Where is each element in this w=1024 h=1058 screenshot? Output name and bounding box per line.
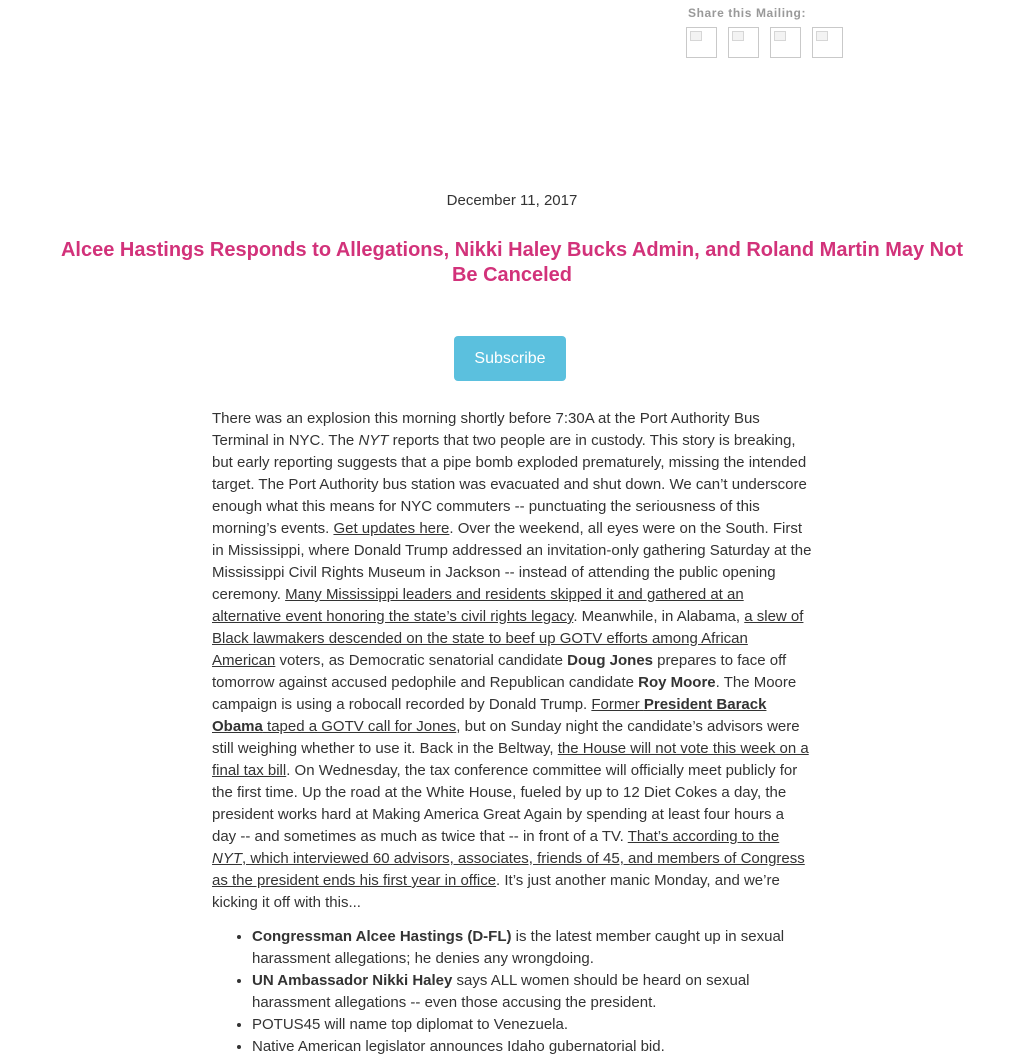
share-label: Share this Mailing: <box>688 6 807 20</box>
headline-list <box>212 926 812 1058</box>
intro-text: voters, as Democratic senatorial candidate <box>275 652 568 669</box>
share-icons <box>686 27 843 58</box>
intro-text: . On Wednesday, the tax conference committee will officially meet publicly for the first time. Up the road at the White House, fueled by up to 12 Diet Cokes a day, the president works hard at Making America Great Again by spending at least four hours a day -- and sometimes as much as twice that -- in front of a TV. <box>212 762 798 845</box>
subscribe-button[interactable]: Subscribe <box>454 336 566 381</box>
link-text: Former <box>591 696 644 713</box>
list-item-bold: UN Ambassador Nikki Haley <box>252 972 453 989</box>
link-text: That’s according to the <box>627 828 780 845</box>
intro-text: , but on Sunday night the candidate’s advisors were still weighing whether to use it. Back in the Beltway, <box>212 718 800 757</box>
get-updates-link[interactable]: Get updates here <box>333 520 450 537</box>
intro-text: There was an explosion this morning shortly before 7:30A at the Port Authority Bus Terminal in NYC. The <box>212 410 760 449</box>
list-item-text: Native American legislator announces Idaho gubernatorial bid. <box>252 1038 665 1055</box>
alabama-link[interactable]: a slew of Black lawmakers descended on the state to beef up GOTV efforts among African American <box>212 608 804 669</box>
intro-text: . It’s just another manic Monday, and we’re kicking it off with this... <box>212 872 780 911</box>
intro-paragraph <box>212 408 812 914</box>
share-section <box>688 6 843 58</box>
list-item-text: says ALL women should be heard on sexual harassment allegations -- even those accusing the president. <box>252 972 750 1011</box>
intro-text: . Meanwhile, in Alabama, <box>573 608 745 625</box>
twitter-icon[interactable] <box>728 27 759 58</box>
list-item-text: is the latest member caught up in sexual harassment allegations; he denies any wrongdoing. <box>252 928 785 967</box>
link-italic: NYT <box>212 850 242 867</box>
intro-text: . Over the weekend, all eyes were on the South. First in Mississippi, where Donald Trump addressed an invitation-only gathering Saturday at the Mississippi Civil Rights Museum in Jackson -- instead of attending the public opening ceremony. <box>212 520 812 603</box>
intro-text: . The Moore campaign is using a robocall recorded by Donald Trump. <box>212 674 797 713</box>
email-icon[interactable] <box>812 27 843 58</box>
link-text: , which interviewed 60 advisors, associates, friends of 45, and members of Congress as the president ends his first year in office <box>212 850 805 889</box>
headline: Alcee Hastings Responds to Allegations, Nikki Haley Bucks Admin, and Roland Martin May Not Be Canceled <box>60 239 964 286</box>
nyt-italic: NYT <box>358 432 389 449</box>
roy-moore-name: Roy Moore <box>638 674 716 691</box>
intro-text: reports that two people are in custody. This story is breaking, but early reporting suggests that a pipe bomb exploded prematurely, missing the intended target. The Port Authority bus station was evacuated and shut down. We can’t underscore enough what this means for NYC commuters -- punctuating the seriousness of this morning’s events. <box>212 432 807 537</box>
obama-name: President Barack Obama <box>212 696 767 735</box>
list-item <box>252 1014 812 1036</box>
linkedin-icon[interactable] <box>770 27 801 58</box>
list-item-bold: Congressman Alcee Hastings (D-FL) <box>252 928 512 945</box>
mississippi-link[interactable]: Many Mississippi leaders and residents skipped it and gathered at an alternative event honoring the state’s civil rights legacy <box>212 586 744 625</box>
house-tax-bill-link[interactable]: the House will not vote this week on a final tax bill <box>212 740 809 779</box>
list-item-text: POTUS45 will name top diplomat to Venezuela. <box>252 1016 569 1033</box>
doug-jones-name: Doug Jones <box>567 652 654 669</box>
facebook-icon[interactable] <box>686 27 717 58</box>
list-item <box>252 1036 812 1058</box>
list-item <box>252 970 812 1014</box>
article-body <box>212 408 812 1058</box>
mailing-date: December 11, 2017 <box>446 192 578 209</box>
link-text: taped a GOTV call for Jones <box>262 718 457 735</box>
intro-text: prepares to face off tomorrow against accused pedophile and Republican candidate <box>212 652 787 691</box>
list-item <box>252 926 812 970</box>
